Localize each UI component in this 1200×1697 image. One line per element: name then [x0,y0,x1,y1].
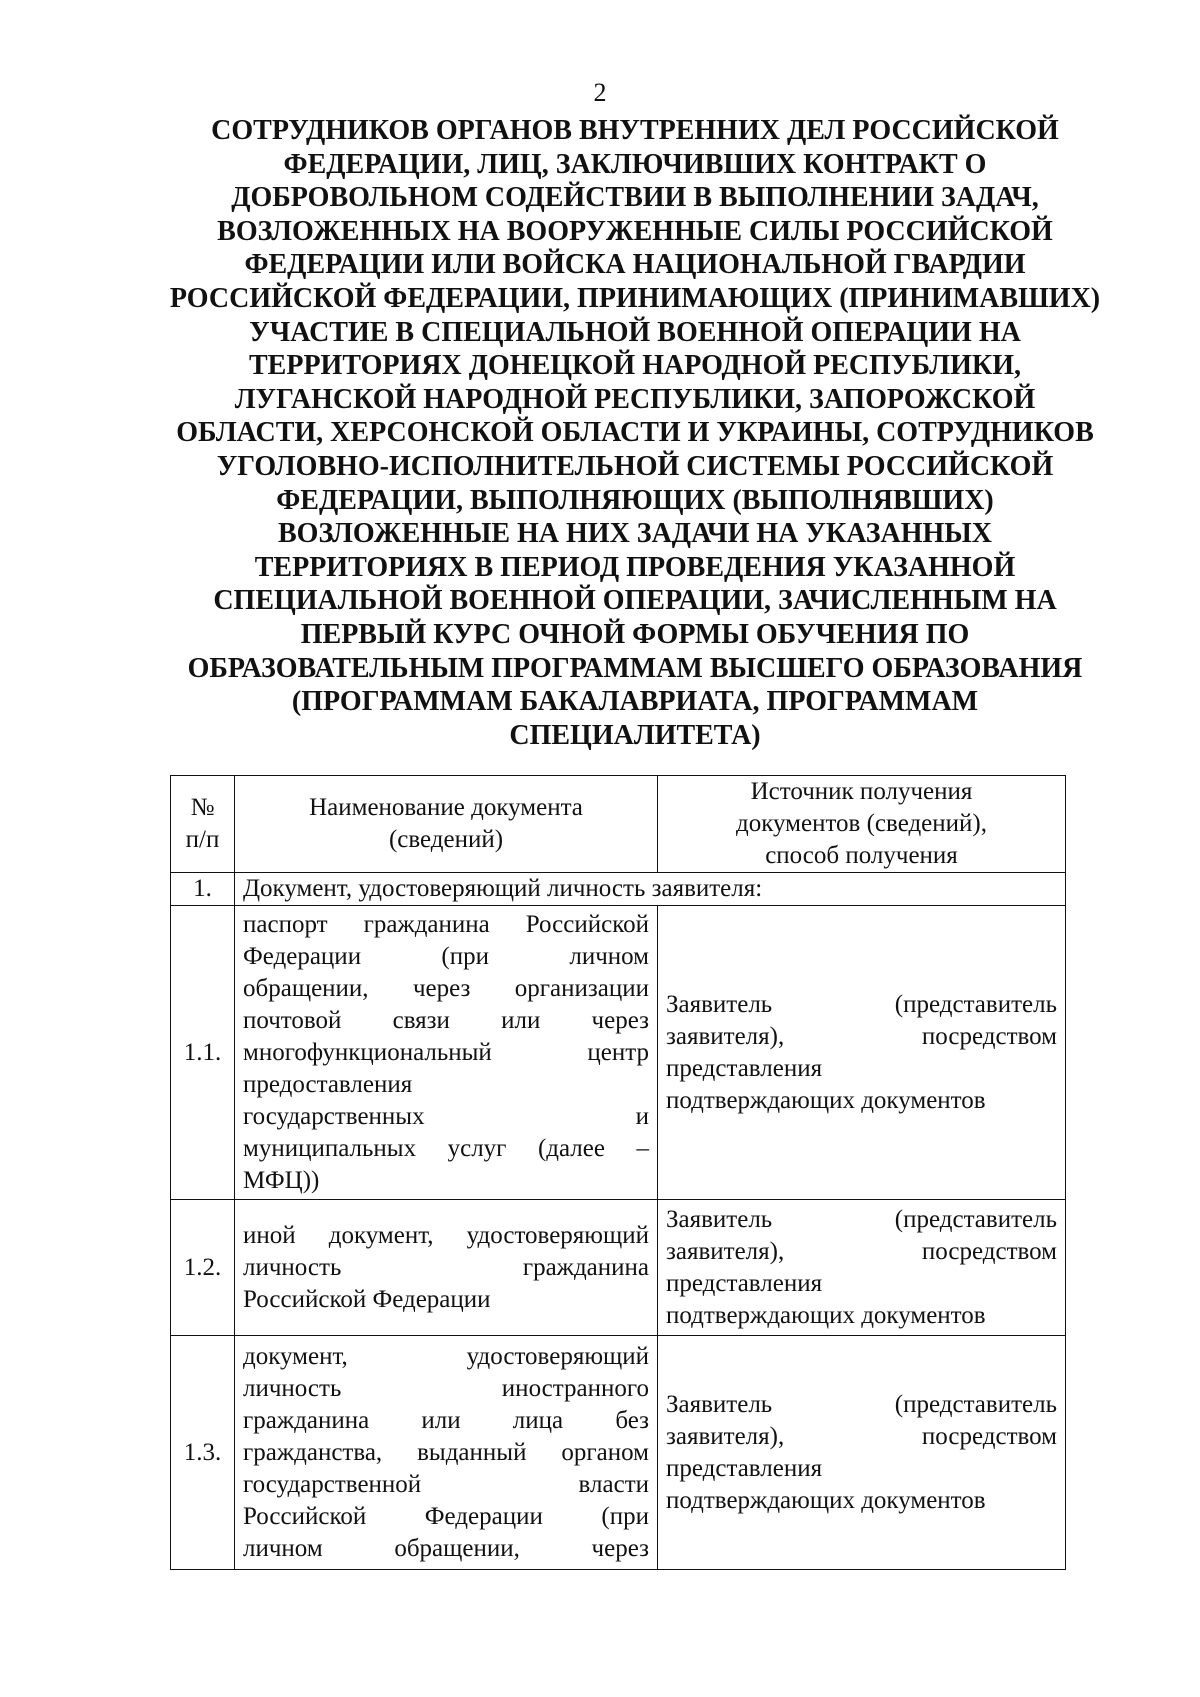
row-number: 1. [171,873,235,906]
table-row [171,1336,1066,1570]
row-number: 1.2. [171,1200,235,1336]
row-number: 1.3. [171,1336,235,1570]
row-number: 1.1. [171,906,235,1200]
header-source: Источник получения документов (сведений), способ получения [658,776,1066,873]
document-name-cell: паспорт гражданина Российской Федерации (при личном обращении, через организации почтовой связи или через многофункциональный центр предоставления государственных и муниципальных услуг (далее – МФЦ)) [235,906,658,1200]
table-row [171,906,1066,1200]
table-header-row [171,776,1066,873]
source-cell: Заявитель (представитель заявителя), посредством представления подтверждающих документов [658,906,1066,1200]
table-row-section-1 [171,873,1066,906]
table-row [171,1200,1066,1336]
section-title: Документ, удостоверяющий личность заявителя: [235,873,1066,906]
source-cell: Заявитель (представитель заявителя), посредством представления подтверждающих документов [658,1200,1066,1336]
documents-table [170,775,1066,1570]
source-cell: Заявитель (представитель заявителя), посредством представления подтверждающих документов [658,1336,1066,1570]
document-name-cell: иной документ, удостоверяющий личность гражданина Российской Федерации [235,1200,658,1336]
document-title: СОТРУДНИКОВ ОРГАНОВ ВНУТРЕННИХ ДЕЛ РОССИЙСКОЙ ФЕДЕРАЦИИ, ЛИЦ, ЗАКЛЮЧИВШИХ КОНТРАКТ О ДОБРОВОЛЬНОМ СОДЕЙСТВИИ В ВЫПОЛНЕНИИ ЗАДАЧ, ВОЗЛОЖЕННЫХ НА ВООРУЖЕННЫЕ СИЛЫ РОССИЙСКОЙ ФЕДЕРАЦИИ ИЛИ ВОЙСКА НАЦИОНАЛЬНОЙ ГВАРДИИ РОССИЙСКОЙ ФЕДЕРАЦИИ, ПРИНИМАЮЩИХ (ПРИНИМАВШИХ) УЧАСТИЕ В СПЕЦИАЛЬНОЙ ВОЕННОЙ ОПЕРАЦИИ НА ТЕРРИТОРИЯХ ДОНЕЦКОЙ НАРОДНОЙ РЕСПУБЛИКИ, ЛУГАНСКОЙ НАРОДНОЙ РЕСПУБЛИКИ, ЗАПОРОЖСКОЙ ОБЛАСТИ, ХЕРСОНСКОЙ ОБЛАСТИ И УКРАИНЫ, СОТРУДНИКОВ УГОЛОВНО-ИСПОЛНИТЕЛЬНОЙ СИСТЕМЫ РОССИЙСКОЙ ФЕДЕРАЦИИ, ВЫПОЛНЯЮЩИХ (ВЫПОЛНЯВШИХ) ВОЗЛОЖЕННЫЕ НА НИХ ЗАДАЧИ НА УКАЗАННЫХ ТЕРРИТОРИЯХ В ПЕРИОД ПРОВЕДЕНИЯ УКАЗАННОЙ СПЕЦИАЛЬНОЙ ВОЕННОЙ ОПЕРАЦИИ, ЗАЧИСЛЕННЫМ НА ПЕРВЫЙ КУРС ОЧНОЙ ФОРМЫ ОБУЧЕНИЯ ПО ОБРАЗОВАТЕЛЬНЫМ ПРОГРАММАМ ВЫСШЕГО ОБРАЗОВАНИЯ (ПРОГРАММАМ БАКАЛАВРИАТА, ПРОГРАММАМ СПЕЦИАЛИТЕТА) [169,115,1101,751]
document-name-cell: документ, удостоверяющий личность иностранного гражданина или лица без гражданства, выданный органом государственной власти Российской Федерации (при личном обращении, через [235,1336,658,1570]
page-number: 2 [593,78,607,107]
header-document-name: Наименование документа (сведений) [235,776,658,873]
header-number: № п/п [171,776,235,873]
